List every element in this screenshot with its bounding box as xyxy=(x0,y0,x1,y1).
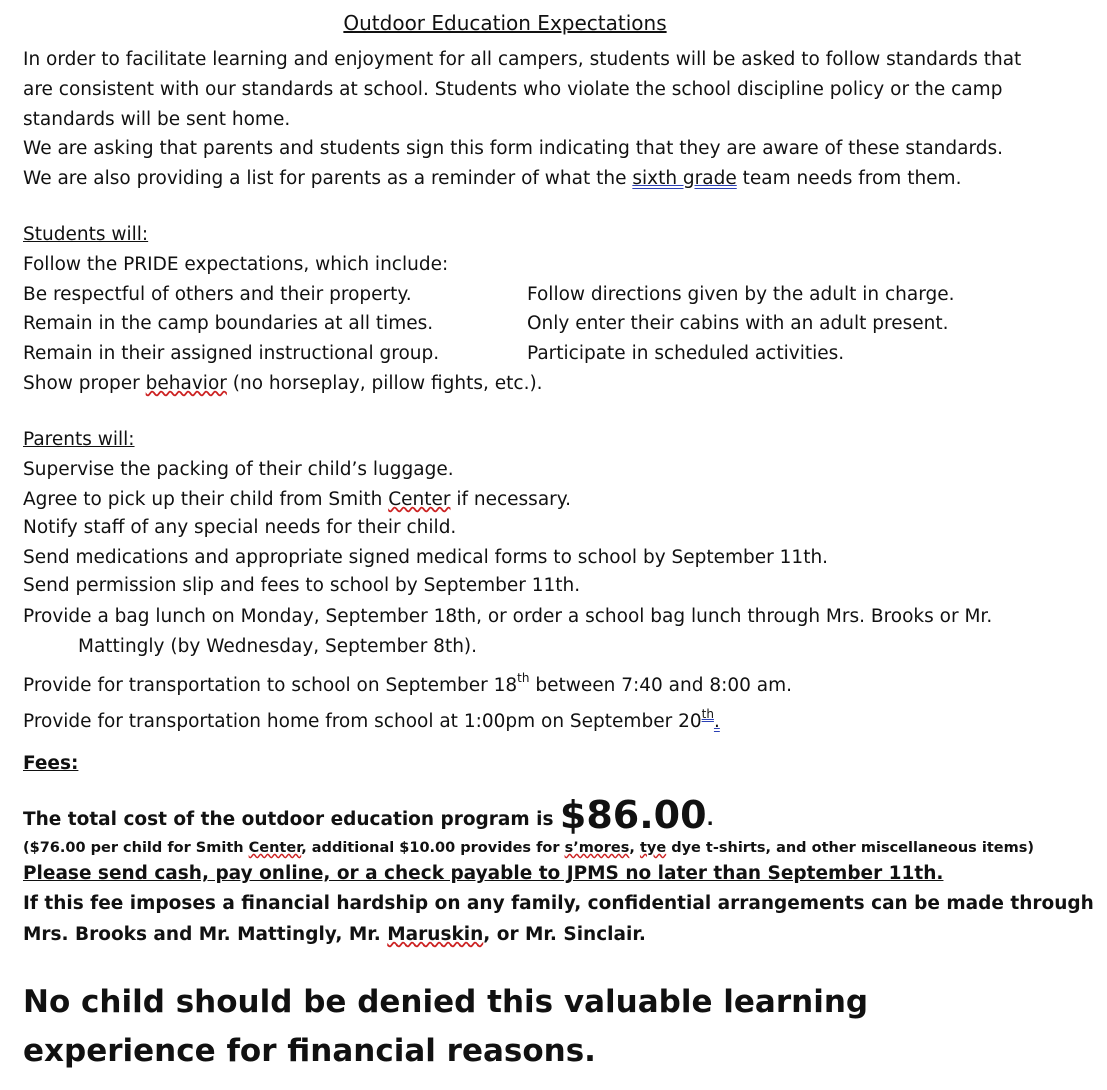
closing-line-1: No child should be denied this valuable learning xyxy=(23,984,869,1020)
parents-item: Provide for transportation home from school at 1:00pm on September 20th. xyxy=(23,707,720,732)
parents-item: Notify staff of any special needs for their child. xyxy=(23,517,457,538)
students-item: Remain in the camp boundaries at all times. xyxy=(23,313,434,334)
closing-line-2: experience for financial reasons. xyxy=(23,1033,596,1069)
parents-item: Supervise the packing of their child’s luggage. xyxy=(23,459,454,480)
intro-line-4: We are asking that parents and students sign this form indicating that they are aware of these standards. xyxy=(23,138,1004,159)
parents-item: Send medications and appropriate signed medical forms to school by September 11th. xyxy=(23,547,829,568)
total-price: $86.00 xyxy=(559,793,707,837)
students-heading: Students will: xyxy=(23,224,149,245)
students-lead: Follow the PRIDE expectations, which include: xyxy=(23,254,449,275)
parents-heading: Parents will: xyxy=(23,429,135,450)
parents-item: Provide for transportation to school on September 18th between 7:40 and 8:00 am. xyxy=(23,671,793,696)
students-item: Follow directions given by the adult in charge. xyxy=(527,284,955,305)
parents-item: Send permission slip and fees to school by September 11th. xyxy=(23,575,581,596)
intro-line-1: In order to facilitate learning and enjoyment for all campers, students will be asked to follow standards that xyxy=(23,49,1022,70)
hardship-line-2: Mrs. Brooks and Mr. Mattingly, Mr. Maruskin, or Mr. Sinclair. xyxy=(23,924,646,945)
students-item: Only enter their cabins with an adult present. xyxy=(527,313,949,334)
fees-breakdown: ($76.00 per child for Smith Center, additional $10.00 provides for s’mores, tye dye t-shirts, and other miscellaneous items) xyxy=(23,840,1034,856)
parents-item: Provide a bag lunch on Monday, September 18th, or order a school bag lunch through Mrs. Brooks or Mr. xyxy=(23,606,993,627)
parents-item: Agree to pick up their child from Smith Center if necessary. xyxy=(23,489,571,510)
parents-item-continued: Mattingly (by Wednesday, September 8th). xyxy=(78,636,478,657)
spelling-flagged-word: Center xyxy=(248,840,302,856)
students-item: Participate in scheduled activities. xyxy=(527,343,845,364)
spelling-flagged-word: behavior xyxy=(145,373,227,394)
students-item: Remain in their assigned instructional group. xyxy=(23,343,440,364)
intro-line-5: We are also providing a list for parents as a reminder of what the sixth grade team needs from them. xyxy=(23,168,962,189)
intro-line-2: are consistent with our standards at school. Students who violate the school discipline policy or the camp xyxy=(23,79,1003,100)
students-item: Be respectful of others and their property. xyxy=(23,284,412,305)
fees-heading: Fees: xyxy=(23,753,79,774)
intro-line-3: standards will be sent home. xyxy=(23,109,291,130)
fees-total-line: The total cost of the outdoor education program is $86.00. xyxy=(23,793,714,837)
spelling-flagged-word: s’mores xyxy=(564,840,630,856)
page-title: Outdoor Education Expectations xyxy=(343,11,667,35)
students-behavior-line: Show proper behavior (no horseplay, pillow fights, etc.). xyxy=(23,373,543,394)
payment-instructions: Please send cash, pay online, or a check payable to JPMS no later than September 11th. xyxy=(23,863,944,884)
spelling-flagged-word: Maruskin xyxy=(387,924,484,945)
sixth-grade-text: sixth grade xyxy=(632,168,737,189)
hardship-line-1: If this fee imposes a financial hardship on any family, confidential arrangements can be made through xyxy=(23,893,1094,914)
spelling-flagged-word: Center xyxy=(388,489,451,510)
spelling-flagged-word: tye xyxy=(639,840,667,856)
